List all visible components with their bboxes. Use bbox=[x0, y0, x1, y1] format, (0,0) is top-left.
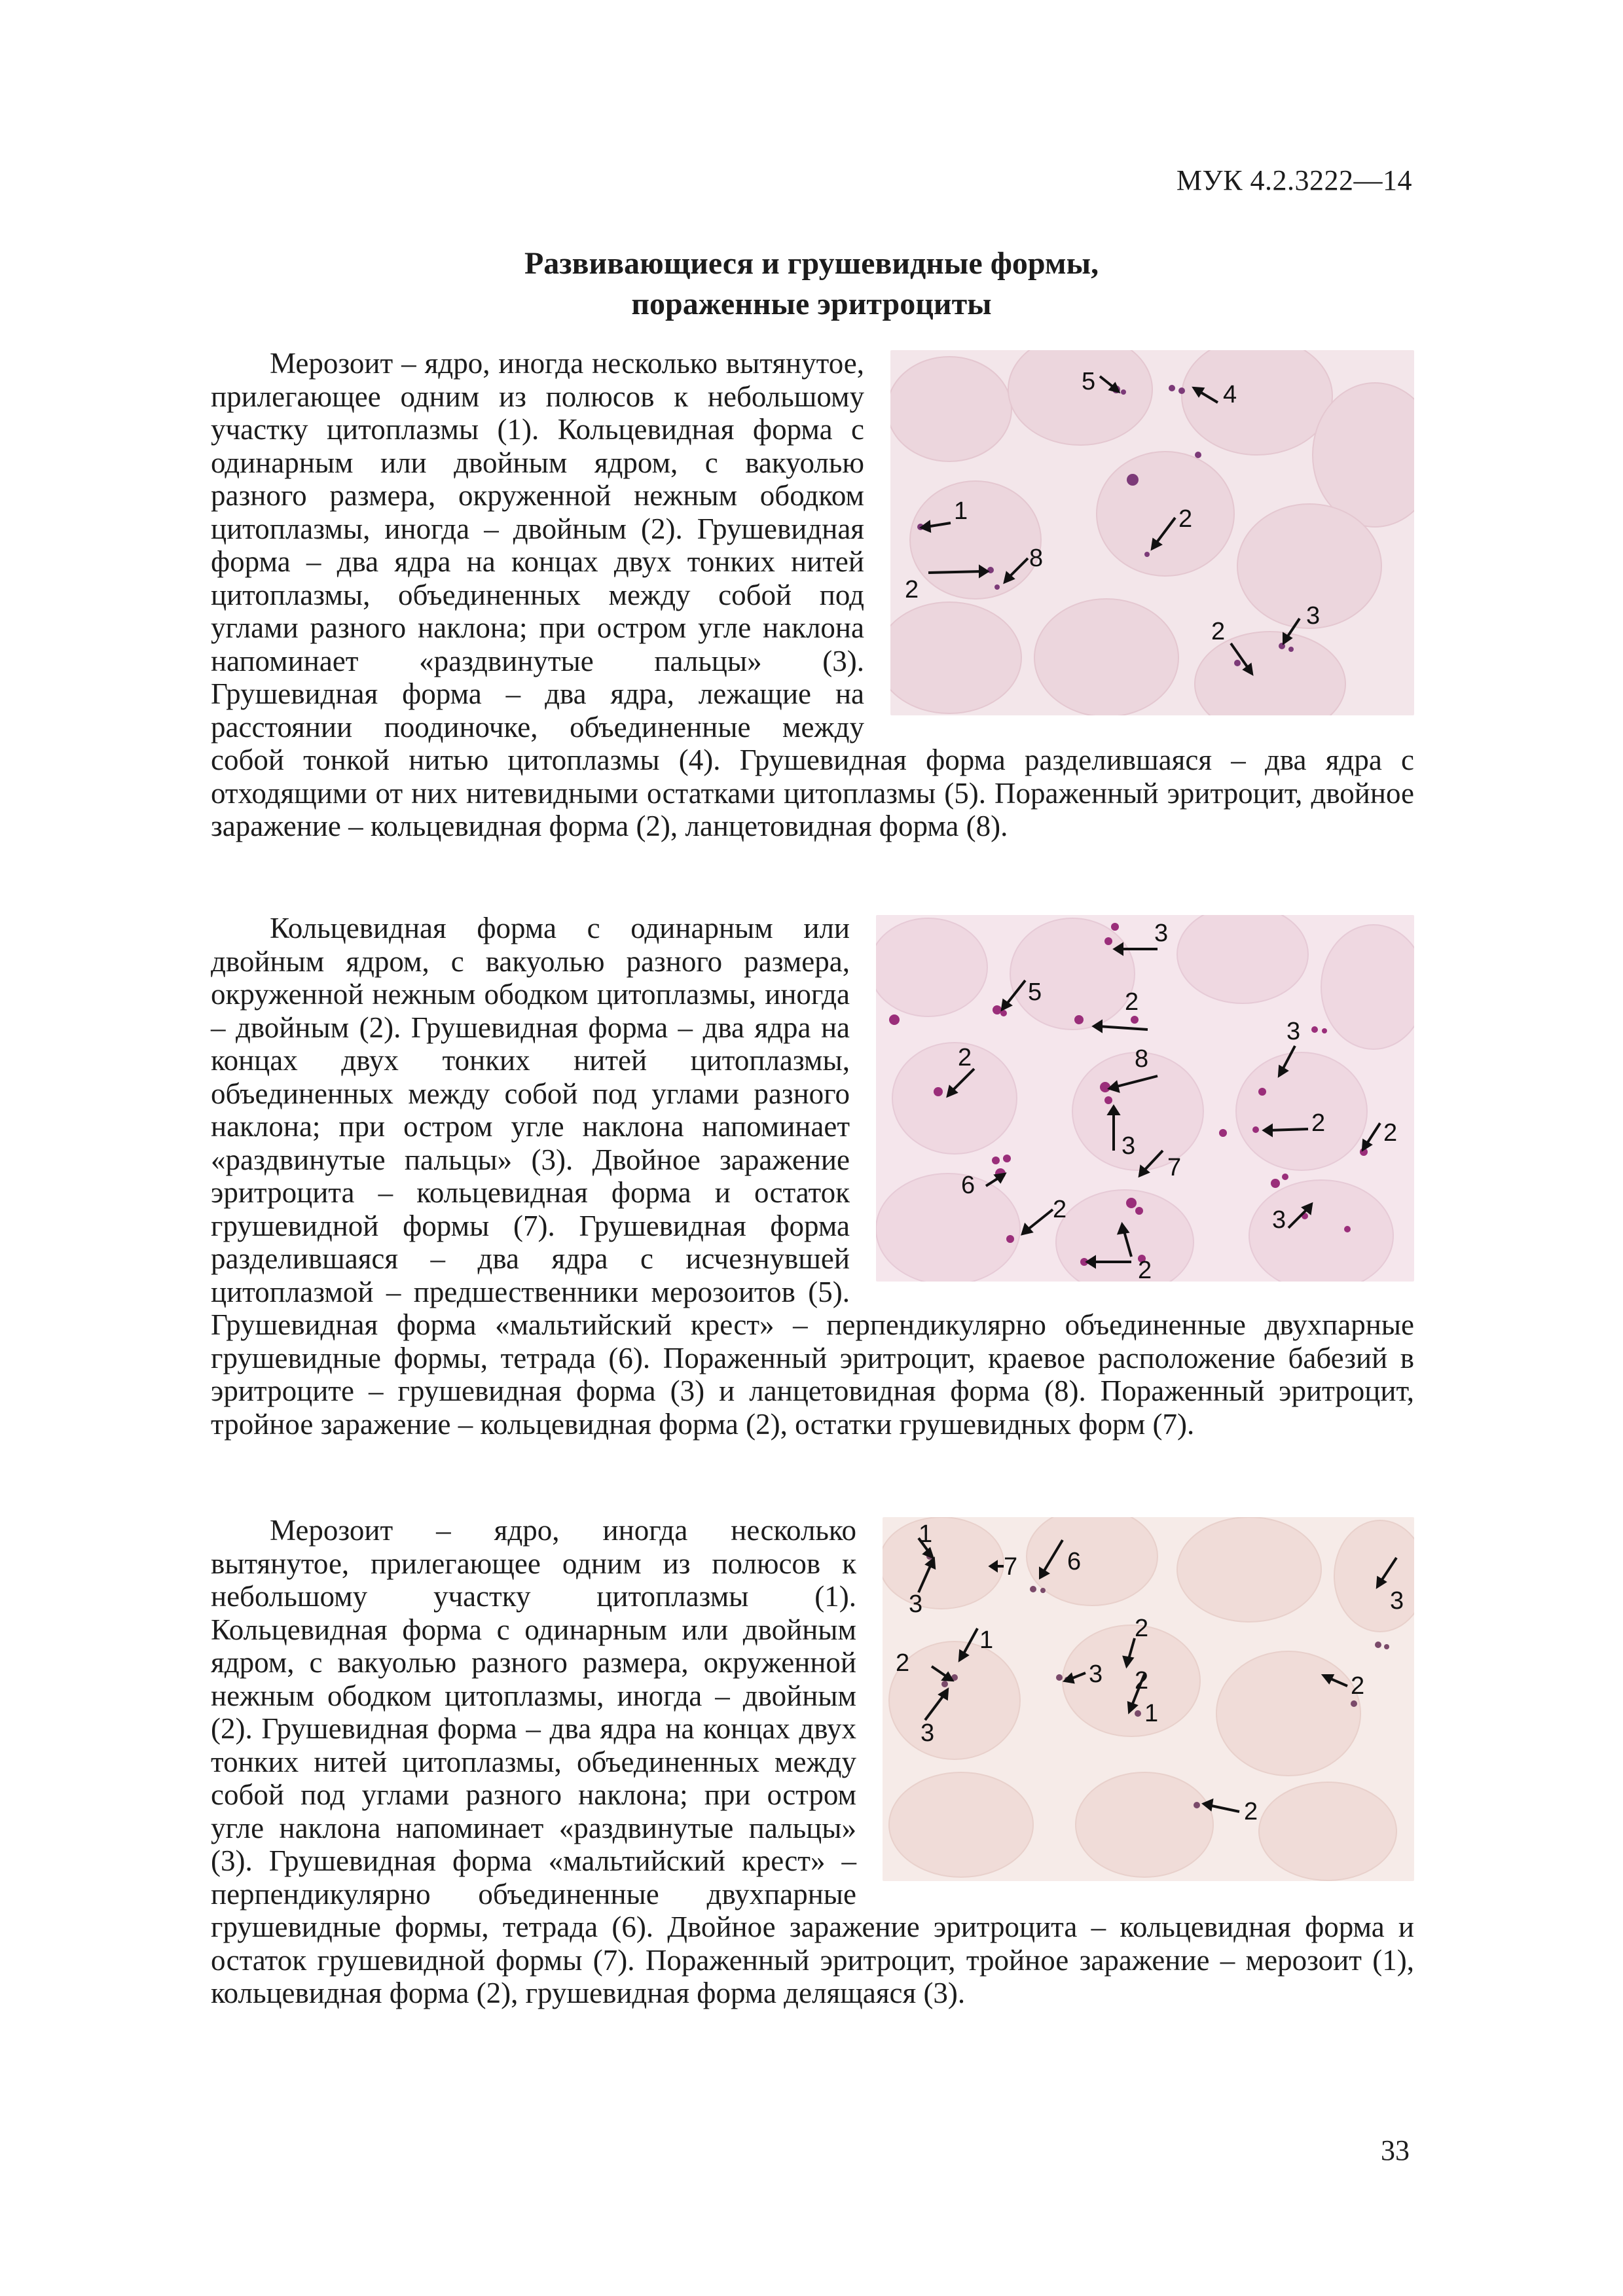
figure-1-label: 2 bbox=[1211, 618, 1226, 645]
figure-3-label: 1 bbox=[979, 1626, 994, 1654]
figure-3-label: 3 bbox=[909, 1590, 923, 1618]
figure-3-label: 1 bbox=[919, 1520, 933, 1548]
figure-1-label: 1 bbox=[954, 497, 968, 525]
figure-1-label: 2 bbox=[905, 576, 919, 603]
figure-2-label: 2 bbox=[1383, 1119, 1398, 1147]
figure-1-label: 4 bbox=[1223, 381, 1237, 408]
figure-2-label: 2 bbox=[1311, 1109, 1326, 1137]
micrograph-1-image bbox=[890, 350, 1414, 715]
figure-2-label: 3 bbox=[1122, 1132, 1136, 1160]
micrograph-1 bbox=[890, 350, 1414, 715]
micrograph-3 bbox=[883, 1517, 1414, 1881]
figure-3-label: 6 bbox=[1067, 1548, 1082, 1575]
figure-3-label: 2 bbox=[1135, 1615, 1149, 1642]
page-number: 33 bbox=[1381, 2134, 1410, 2166]
figure-2-label: 3 bbox=[1286, 1018, 1301, 1045]
figure-2-label: 6 bbox=[961, 1172, 976, 1199]
figure-3-label: 3 bbox=[1089, 1660, 1103, 1688]
figure-2-label: 2 bbox=[958, 1044, 972, 1071]
section-1 bbox=[211, 347, 1414, 843]
figure-2-label: 5 bbox=[1028, 978, 1042, 1006]
figure-2-label: 2 bbox=[1053, 1196, 1067, 1223]
figure-1-label: 5 bbox=[1082, 368, 1096, 395]
description-paragraph: Мерозоит – ядро, иногда несколько вытянутое, прилегающее одним из полюсов к небольшому участку цитоплазмы (1). Кольцевидная форма с одинарным или двойным ядром, с вакуолью разного размера, окруженной нежным ободком цитоплазмы, иногда – двойным (2). Грушевидная форма – два ядра на концах двух тонких нитей цитоплазмы, объединенных между собой под углами разного наклона; при остром угле наклона напоминает «раздвинутые пальцы» (3). Грушевидная форма «мальтийский крест» – перпендикулярно объединенные двухпарные грушевидные формы, тетрада (6). Двойное заражение эритроцита – кольцевидная форма и остаток грушевидной формы (7). Пораженный эритроцит, тройное заражение – мерозоит (1), кольцевидная форма (2), грушевидная форма делящаяся (3). bbox=[211, 1514, 1414, 2009]
section-3 bbox=[211, 1514, 1414, 2010]
figure-1-label: 2 bbox=[1178, 505, 1193, 533]
micrograph-3-image bbox=[883, 1517, 1414, 1881]
page-title bbox=[0, 243, 1623, 325]
micrograph-2 bbox=[876, 915, 1414, 1282]
figure-2-label: 3 bbox=[1154, 920, 1169, 947]
figure-3-label: 2 bbox=[1351, 1672, 1365, 1700]
figure-3-label: 2 bbox=[1244, 1798, 1258, 1825]
description-paragraph: Кольцевидная форма с одинарным или двойным ядром, с вакуолью разного размера, окруженной нежным ободком цитоплазмы, иногда – двойным (2). Грушевидная форма – два ядра на концах двух тонких нитей цитоплазмы, объединенных между собой под углами разного наклона; при остром угле наклона напоминает «раздвинутые пальцы» (3). Двойное заражение эритроцита – кольцевидная форма и остаток грушевидной формы (7). Грушевидная форма разделившаяся – два ядра с исчезнувшей цитоплазмой – предшественники мерозоитов (5). Грушевидная форма «мальтийский крест» – перпендикулярно объединенные двухпарные грушевидные формы, тетрада (6). Пораженный эритроцит, краевое расположение бабезий в эритроците – грушевидная форма (3) и ланцетовидная форма (8). Пораженный эритроцит, тройное заражение – кольцевидная форма (2), остатки грушевидных форм (7). bbox=[211, 912, 1414, 1441]
title-line-2: пораженные эритроциты bbox=[631, 287, 992, 321]
figure-3-label: 1 bbox=[1144, 1700, 1159, 1727]
figure-2-label: 2 bbox=[1138, 1257, 1152, 1282]
micrograph-2-image bbox=[876, 915, 1414, 1282]
figure-2-label: 3 bbox=[1272, 1206, 1286, 1234]
figure-1-label: 8 bbox=[1029, 545, 1044, 572]
figure-3-label: 3 bbox=[1390, 1587, 1404, 1615]
description-paragraph: Мерозоит – ядро, иногда несколько вытянутое, прилегающее одним из полюсов к небольшому участку цитоплазмы (1). Кольцевидная форма с одинарным или двойным ядром, с вакуолью разного размера, окруженной нежным ободком цитоплазмы, иногда – двойным (2). Грушевидная форма – два ядра на концах двух тонких нитей цитоплазмы, объединенных между собой под углами разного наклона; при остром угле наклона напоминает «раздвинутые пальцы» (3). Грушевидная форма – два ядра, лежащие на расстоянии поодиночке, объединенные между собой тонкой нитью цитоплазмы (4). Грушевидная форма разделившаяся – два ядра с отходящими от них нитевидными остатками цитоплазмы (5). Пораженный эритроцит, двойное заражение – кольцевидная форма (2), ланцетовидная форма (8). bbox=[211, 347, 1414, 842]
figure-3-label: 7 bbox=[1004, 1553, 1018, 1581]
figure-3-label: 3 bbox=[921, 1719, 935, 1747]
section-2 bbox=[211, 912, 1414, 1441]
figure-2-label: 8 bbox=[1135, 1045, 1149, 1073]
title-line-1: Развивающиеся и грушевидные формы, bbox=[524, 246, 1099, 281]
document-code: МУК 4.2.3222—14 bbox=[1176, 164, 1412, 196]
figure-3-label: 2 bbox=[1135, 1667, 1149, 1695]
figure-3-label: 2 bbox=[896, 1649, 910, 1677]
figure-2-label: 2 bbox=[1125, 988, 1139, 1016]
figure-2-label: 7 bbox=[1167, 1154, 1182, 1181]
figure-1-label: 3 bbox=[1306, 602, 1321, 630]
